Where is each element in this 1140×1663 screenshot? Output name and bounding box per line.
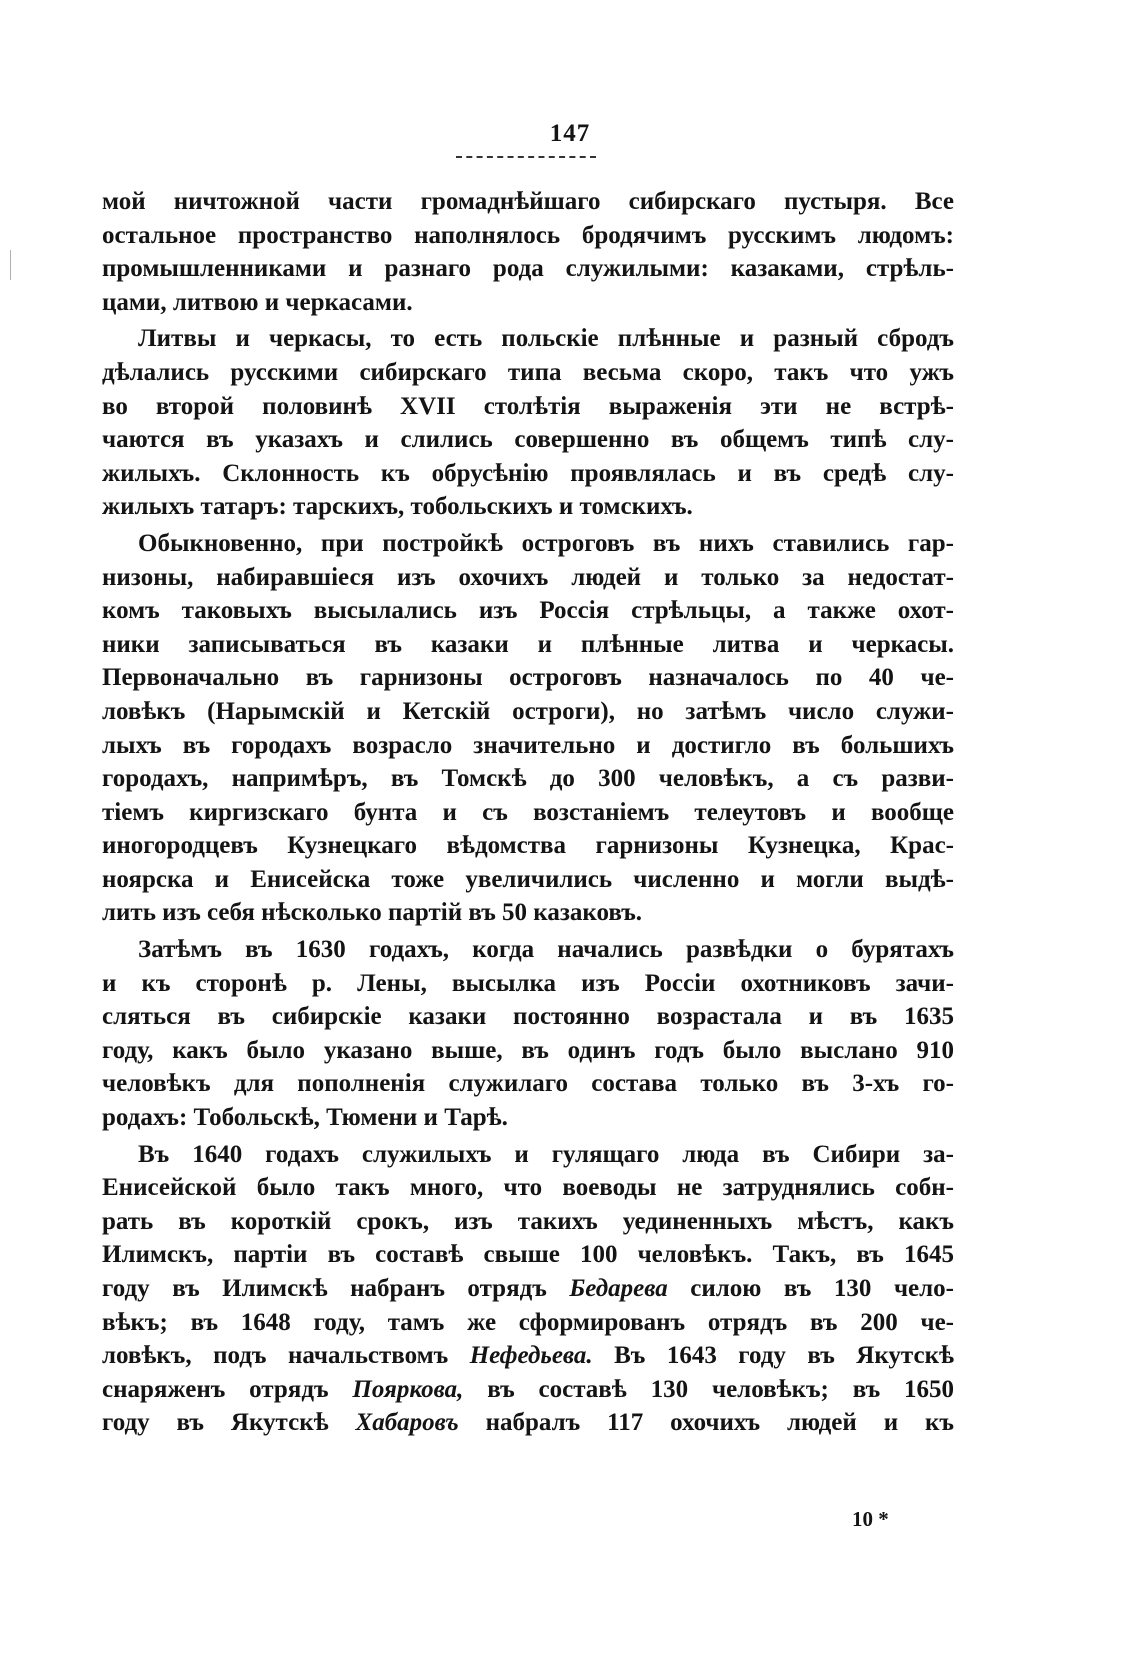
text-line: вѣкъ; въ 1648 году, тамъ же сформированъ отрядъ въ 200 че- <box>102 1308 954 1336</box>
text-segment: году въ Якутскѣ <box>102 1409 329 1437</box>
text-line: во второй половинѣ XVII столѣтія выраженія эти не встрѣ- <box>102 392 954 420</box>
text-line: Затѣмъ въ 1630 годахъ, когда начались развѣдки о бурятахъ <box>138 936 954 964</box>
text-line: жилыхъ. Склонность къ обрусѣнію проявлялась и въ средѣ слу- <box>102 459 954 487</box>
body-text <box>102 185 954 1440</box>
text-line: жилыхъ татаръ: тарскихъ, тобольскихъ и томскихъ. <box>102 493 693 521</box>
text-line: цами, литвою и черкасами. <box>102 288 413 316</box>
person-name: Хабаровъ <box>355 1409 459 1437</box>
text-line: мой ничтожной части громаднѣйшаго сибирскаго пустыря. Все <box>102 188 954 215</box>
text-segment: Въ 1643 году въ Якутскѣ <box>614 1342 954 1370</box>
paragraph-5 <box>102 1138 954 1440</box>
paragraph-2 <box>102 322 954 524</box>
text-line: Въ 1640 годахъ служилыхъ и гулящаго люда въ Сибири за- <box>138 1140 954 1168</box>
text-line: иногородцевъ Кузнецкаго вѣдомства гарнизоны Кузнецка, Крас- <box>102 832 954 860</box>
text-line: родахъ: Тобольскѣ, Тюмени и Тарѣ. <box>102 1104 508 1132</box>
text-line <box>102 1272 954 1306</box>
text-segment: въ составѣ 130 человѣкъ; въ 1650 <box>487 1375 954 1403</box>
text-line: году, какъ было указано выше, въ одинъ годъ было выслано 910 <box>102 1036 954 1064</box>
text-line: остальное пространство наполнялось бродячимъ русскимъ людомъ: <box>102 221 954 249</box>
text-segment: силою въ 130 чело- <box>690 1275 954 1302</box>
text-line: Обыкновенно, при постройкѣ остроговъ въ нихъ ставились гар- <box>138 529 954 557</box>
margin-mark <box>10 250 11 280</box>
text-line: ловѣкъ (Нарымскій и Кетскій остроги), но затѣмъ число служи- <box>102 697 954 725</box>
text-line: рать въ короткій срокъ, изъ такихъ уединенныхъ мѣстъ, какъ <box>102 1207 954 1235</box>
text-line: городахъ, напримѣръ, въ Томскѣ до 300 человѣкъ, а съ разви- <box>102 765 954 793</box>
text-line: Енисейской было такъ много, что воеводы не затруднялись собн- <box>102 1174 954 1202</box>
text-line: Илимскъ, партіи въ составѣ свыше 100 человѣкъ. Такъ, въ 1645 <box>102 1241 954 1269</box>
text-line: Литвы и черкасы, то есть польскіе плѣнные и разный сбродъ <box>138 325 954 353</box>
text-line <box>102 1406 954 1440</box>
text-line: лить изъ себя нѣсколько партій въ 50 казаковъ. <box>102 899 643 927</box>
text-line <box>102 1339 954 1373</box>
paragraph-1 <box>102 185 954 319</box>
text-line: Первоначально въ гарнизоны остроговъ назначалось по 40 че- <box>102 664 954 692</box>
paragraph-4 <box>102 933 954 1135</box>
page-number: 147 <box>549 120 591 147</box>
text-line: тіемъ киргизскаго бунта и съ возстаніемъ телеутовъ и вообще <box>102 798 954 826</box>
text-line: лыхъ въ городахъ возрасло значительно и достигло въ большихъ <box>102 731 954 759</box>
text-line: и къ сторонѣ р. Лены, высылка изъ Россіи охотниковъ зачи- <box>102 969 954 997</box>
signature-mark: 10 * <box>852 1507 889 1531</box>
person-name: Нефедьева. <box>469 1342 593 1370</box>
text-line: ноярска и Енисейска тоже увеличились численно и могли выдѣ- <box>102 865 954 893</box>
person-name: Пояркова, <box>352 1375 464 1403</box>
text-line: ники записываться въ казаки и плѣнные литва и черкасы. <box>102 630 954 658</box>
text-segment: набралъ 117 охочихъ людей и къ <box>485 1409 954 1437</box>
text-line <box>102 1373 954 1407</box>
header-rule <box>456 156 596 158</box>
text-line: дѣлались русскими сибирскаго типа весьма скоро, такъ что ужъ <box>102 358 954 386</box>
text-line: сляться въ сибирскіе казаки постоянно возрастала и въ 1635 <box>102 1003 954 1031</box>
text-segment: снаряженъ отрядъ <box>102 1375 329 1403</box>
text-segment: году въ Илимскѣ набранъ отрядъ <box>102 1275 547 1302</box>
text-line: низоны, набиравшіеся изъ охочихъ людей и только за недостат- <box>102 563 954 591</box>
person-name: Бедарева <box>569 1275 668 1302</box>
text-line: человѣкъ для пополненія служилаго состава только въ 3-хъ го- <box>102 1070 954 1098</box>
text-line: чаются въ указахъ и слились совершенно въ общемъ типѣ слу- <box>102 426 954 454</box>
text-line: комъ таковыхъ высылались изъ Россія стрѣльцы, а также охот- <box>102 597 954 625</box>
text-line: промышленниками и разнаго рода служилыми: казаками, стрѣль- <box>102 255 954 283</box>
paragraph-3 <box>102 527 954 930</box>
text-segment: ловѣкъ, подъ начальствомъ <box>102 1342 449 1370</box>
